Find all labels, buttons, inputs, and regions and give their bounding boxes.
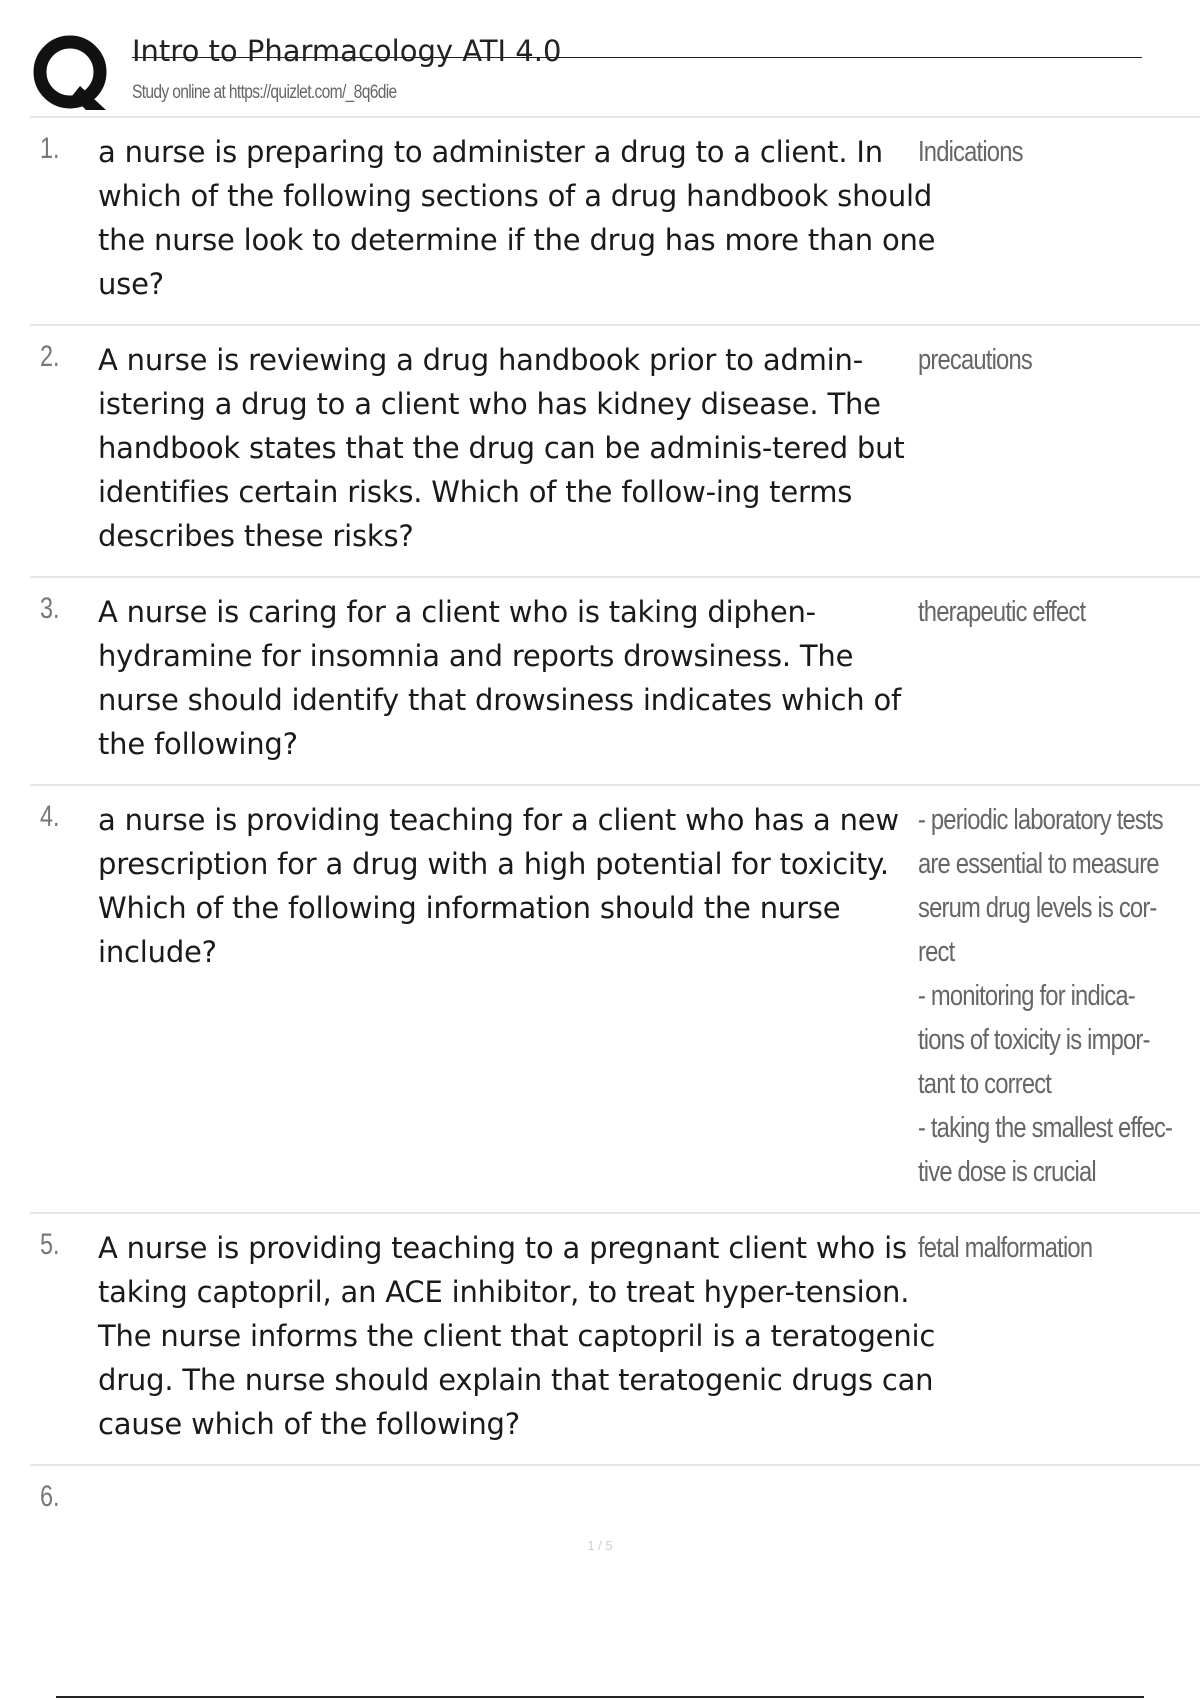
card-number: 5. bbox=[40, 1228, 60, 1261]
card-term: a nurse is preparing to administer a drug to a client. In which of the following sections of a drug handbook should the nurse look to determine if the drug has more than one use? bbox=[98, 135, 936, 301]
definition-line: Indications bbox=[918, 136, 1023, 168]
study-online-link[interactable]: Study online at https://quizlet.com/_8q6die bbox=[132, 82, 397, 103]
page-header bbox=[0, 0, 1200, 118]
footer-rule bbox=[56, 1696, 1144, 1698]
card-number: 2. bbox=[40, 340, 60, 373]
definition-line: - periodic laboratory tests bbox=[918, 804, 1163, 836]
card-definition bbox=[918, 130, 1189, 174]
definition-line: - taking the smallest effec- bbox=[918, 1112, 1173, 1144]
card-definition bbox=[918, 1226, 1189, 1270]
card-definition bbox=[918, 590, 1189, 634]
flashcard bbox=[30, 578, 1200, 786]
card-term: a nurse is providing teaching for a client who has a new prescription for a drug with a high potential for toxicity. Which of the following information should the nurse include? bbox=[98, 803, 899, 969]
definition-line: - monitoring for indica- bbox=[918, 980, 1135, 1012]
page-number: 1 / 5 bbox=[587, 1538, 613, 1553]
quizlet-q-logo-icon bbox=[32, 34, 112, 114]
document-title: Intro to Pharmacology ATI 4.0 bbox=[132, 34, 562, 68]
card-number: 4. bbox=[40, 800, 60, 833]
card-definition bbox=[918, 338, 1189, 382]
definition-line: serum drug levels is cor- bbox=[918, 892, 1157, 924]
definition-line: tive dose is crucial bbox=[918, 1156, 1096, 1188]
flashcard bbox=[30, 326, 1200, 578]
flashcard-list bbox=[0, 118, 1200, 1556]
definition-line: tions of toxicity is impor- bbox=[918, 1024, 1150, 1056]
card-definition bbox=[918, 798, 1189, 1194]
definition-line: precautions bbox=[918, 344, 1032, 376]
flashcard bbox=[30, 786, 1200, 1214]
definition-line: therapeutic effect bbox=[918, 596, 1086, 628]
card-number: 3. bbox=[40, 592, 60, 625]
card-number: 6. bbox=[40, 1480, 60, 1513]
flashcard bbox=[30, 1214, 1200, 1466]
card-term: A nurse is reviewing a drug handbook prior to admin-istering a drug to a client who has kidney disease. The handbook states that the drug can be adminis-tered but identifies certain risks. Which of the follow-ing terms describes these risks? bbox=[98, 343, 905, 553]
title-strike-rule bbox=[132, 57, 1142, 58]
card-number: 1. bbox=[40, 132, 60, 165]
definition-line: tant to correct bbox=[918, 1068, 1052, 1100]
definition-line: rect bbox=[918, 936, 955, 968]
flashcard bbox=[30, 118, 1200, 326]
definition-line: fetal malformation bbox=[918, 1232, 1093, 1264]
card-term: A nurse is caring for a client who is taking diphen-hydramine for insomnia and reports drowsiness. The nurse should identify that drowsiness indicates which of the following? bbox=[98, 595, 902, 761]
definition-line: are essential to measure bbox=[918, 848, 1159, 880]
card-term: A nurse is providing teaching to a pregnant client who is taking captopril, an ACE inhibitor, to treat hyper-tension. The nurse informs the client that captopril is a teratogenic drug. The nurse should explain that teratogenic drugs can cause which of the following? bbox=[98, 1231, 936, 1441]
